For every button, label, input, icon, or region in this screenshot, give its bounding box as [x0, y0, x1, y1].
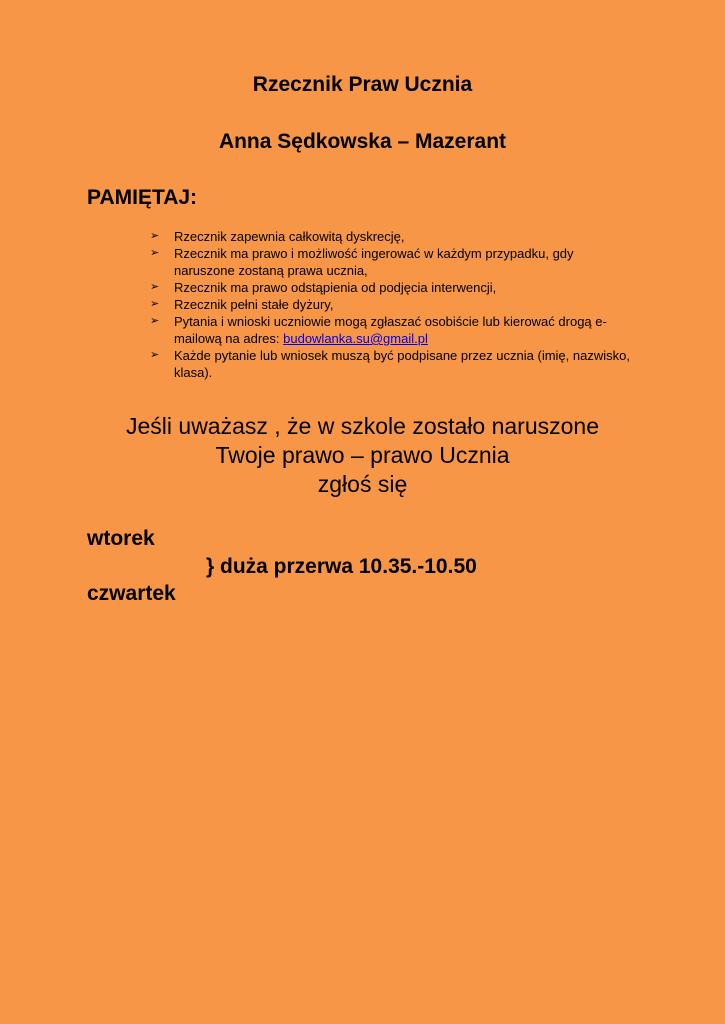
list-item-text: Rzecznik pełni stałe dyżury,: [174, 297, 334, 312]
arrowhead-bullet-icon: ➢: [150, 298, 160, 310]
remember-heading: PAMIĘTAJ:: [87, 186, 198, 209]
arrowhead-bullet-icon: ➢: [150, 230, 160, 242]
appeal-line: Twoje prawo – prawo Ucznia: [215, 442, 510, 468]
break-time: } duża przerwa 10.35.-10.50: [206, 555, 477, 578]
list-item: [150, 313, 630, 347]
list-item: [150, 279, 630, 296]
appeal-text: [0, 412, 725, 499]
document-title: Rzecznik Praw Ucznia: [252, 73, 473, 96]
day-tuesday: wtorek: [87, 527, 155, 550]
list-item-text: Każde pytanie lub wniosek muszą być podpisane przez ucznia (imię, nazwisko, klasa).: [174, 348, 630, 380]
arrowhead-bullet-icon: ➢: [150, 349, 160, 361]
list-item-text: Rzecznik ma prawo odstąpienia od podjęcia interwencji,: [174, 280, 497, 295]
ombudsman-name: Anna Sędkowska – Mazerant: [218, 130, 507, 153]
email-link[interactable]: budowlanka.su@gmail.pl: [283, 331, 428, 346]
appeal-line: zgłoś się: [317, 471, 408, 497]
arrowhead-bullet-icon: ➢: [150, 315, 160, 327]
list-item: [150, 296, 630, 313]
day-thursday: czwartek: [87, 582, 176, 605]
list-item-text: Pytania i wnioski uczniowie mogą zgłaszać osobiście lub kierować drogą e-mailową na adres:: [174, 314, 607, 346]
list-item-text: Rzecznik zapewnia całkowitą dyskrecję,: [174, 229, 405, 244]
arrowhead-bullet-icon: ➢: [150, 281, 160, 293]
rules-list: [150, 228, 630, 381]
arrowhead-bullet-icon: ➢: [150, 247, 160, 259]
list-item: [150, 228, 630, 245]
appeal-line: Jeśli uważasz , że w szkole zostało naruszone: [126, 413, 599, 439]
list-item: [150, 245, 630, 279]
list-item: [150, 347, 630, 381]
list-item-text: Rzecznik ma prawo i możliwość ingerować w każdym przypadku, gdy naruszone zostaną prawa ucznia,: [174, 246, 574, 278]
